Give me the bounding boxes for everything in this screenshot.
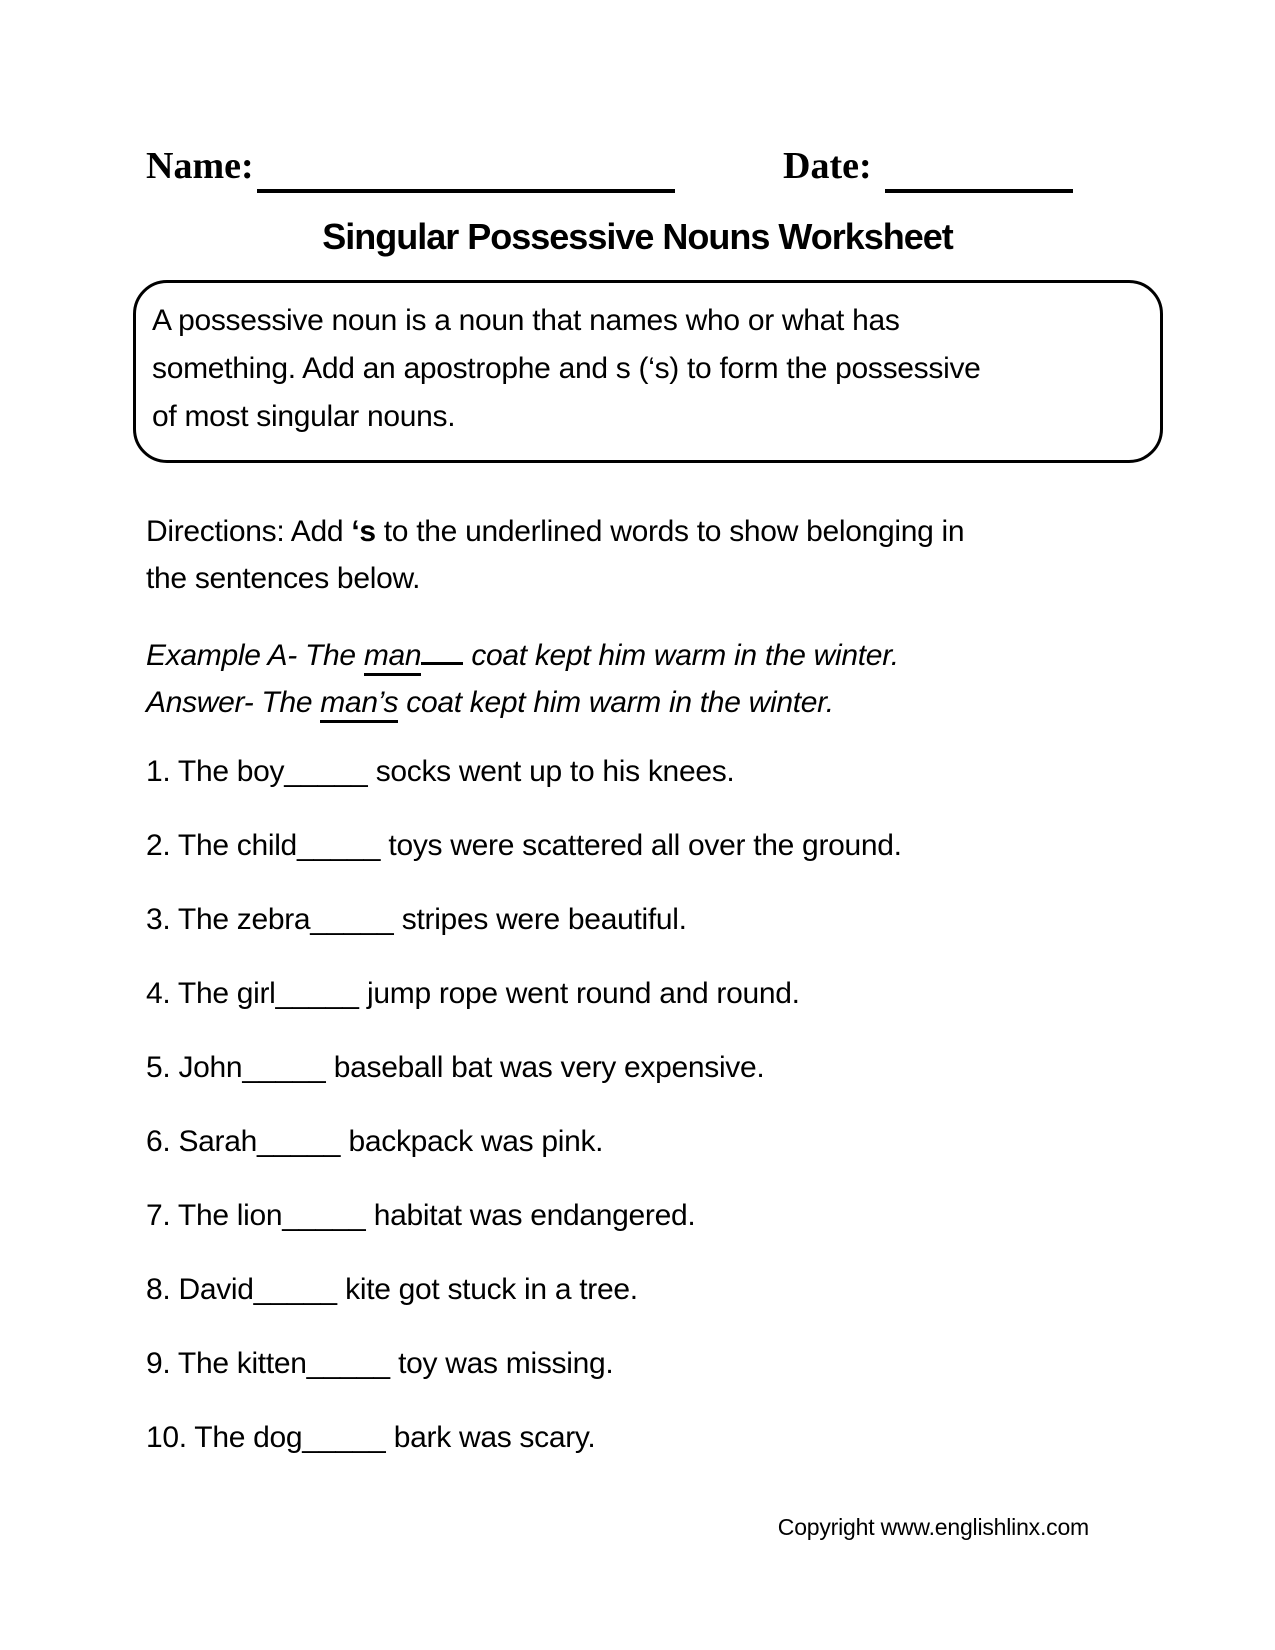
definition-line-2: something. Add an apostrophe and s (‘s) to form the possessive: [152, 352, 981, 385]
worksheet-title: Singular Possessive Nouns Worksheet: [322, 216, 953, 257]
sentence-item-6: 6. Sarah_____ backpack was pink.: [146, 1125, 604, 1158]
answer-blank: _____: [275, 977, 359, 1010]
example-answer-line: Answer- The man’s coat kept him warm in the winter.: [146, 679, 899, 726]
answer-blank: _____: [284, 755, 368, 788]
sentence-item-2: 2. The child_____ toys were scattered all over the ground.: [146, 829, 902, 862]
definition-line-1: A possessive noun is a noun that names who or what has: [152, 304, 900, 337]
answer-blank: _____: [257, 1125, 341, 1158]
definition-line-3: of most singular nouns.: [152, 400, 456, 433]
example-answer-blank: [421, 642, 463, 665]
answer-blank: _____: [296, 829, 381, 862]
sentence-list: [146, 756, 902, 1496]
directions-line-2: the sentences below.: [146, 562, 421, 595]
date-label: Date:: [783, 145, 872, 187]
sentence-item-9: 9. The kitten_____ toy was missing.: [146, 1347, 614, 1380]
sentence-item-10: 10. The dog_____ bark was scary.: [146, 1421, 596, 1454]
definition-box: [133, 280, 1163, 463]
date-blank-line: [885, 189, 1073, 193]
sentence-item-5: 5. John_____ baseball bat was very expensive.: [146, 1051, 765, 1084]
directions: [146, 508, 964, 602]
sentence-item-1: 1. The boy_____ socks went up to his knees.: [146, 755, 735, 788]
sentence-item-3: 3. The zebra_____ stripes were beautiful.: [146, 903, 687, 936]
answer-blank: _____: [310, 903, 394, 936]
answer-blank: _____: [253, 1273, 338, 1306]
answer-blank: _____: [242, 1051, 326, 1084]
directions-line-1: Directions: Add ‘s to the underlined words to show belonging in: [146, 515, 965, 548]
answer-blank: _____: [282, 1199, 366, 1232]
example-line-a: Example A- The man coat kept him warm in the winter.: [146, 632, 899, 679]
sentence-item-4: 4. The girl_____ jump rope went round and round.: [146, 977, 800, 1010]
answer-underlined-word: man’s: [320, 686, 398, 723]
sentence-item-8: 8. David_____ kite got stuck in a tree.: [146, 1273, 638, 1306]
answer-blank: _____: [306, 1347, 391, 1380]
directions-bold-apostrophe-s: ‘s: [351, 515, 376, 548]
copyright-text: Copyright www.englishlinx.com: [777, 1514, 1089, 1540]
example-underlined-word: man: [364, 639, 421, 676]
name-blank-line: [257, 189, 675, 193]
example-block: [146, 632, 899, 726]
answer-blank: _____: [302, 1421, 386, 1454]
sentence-item-7: 7. The lion_____ habitat was endangered.: [146, 1199, 696, 1232]
name-label: Name:: [146, 145, 254, 187]
